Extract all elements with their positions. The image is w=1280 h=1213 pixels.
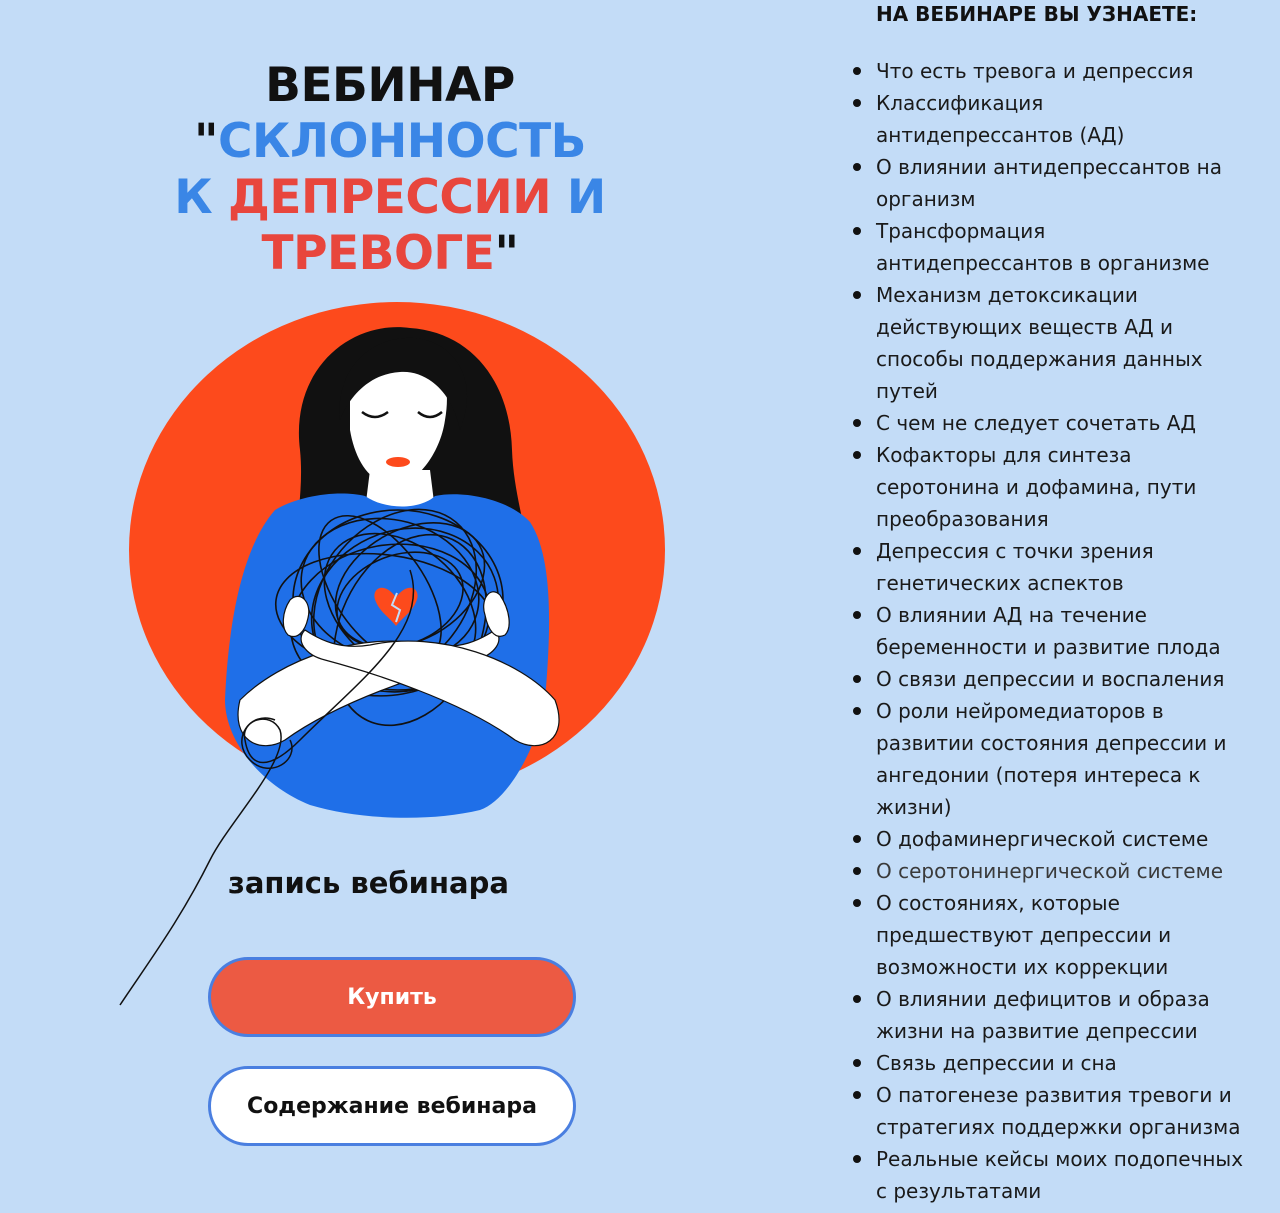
webinar-title [130,58,650,282]
list-item: О влиянии дефицитов и образа жизни на развитие депрессии [876,983,1246,1047]
lips [386,457,410,467]
list-item: О патогенезе развития тревоги и стратегиях поддержки организма [876,1079,1246,1143]
list-item: Механизм детоксикации действующих веществ АД и способы поддержания данных путей [876,279,1246,407]
title-line-2: "СКЛОННОСТЬ [194,114,586,169]
title-line-4: ТРЕВОГЕ" [261,226,519,281]
list-item: Кофакторы для синтеза серотонина и дофамина, пути преобразования [876,439,1246,535]
list-item: О роли нейромедиаторов в развитии состояния депрессии и ангедонии (потеря интереса к жизни) [876,695,1246,823]
list-item: Связь депрессии и сна [876,1047,1246,1079]
list-item: Трансформация антидепрессантов в организме [876,215,1246,279]
list-item: О дофаминергической системе [876,823,1246,855]
list-item: Реальные кейсы моих подопечных с результатами [876,1143,1246,1207]
title-line-3: К ДЕПРЕССИИ И [174,170,606,225]
list-item: О серотонинергической системе [876,855,1246,887]
list-item: Что есть тревога и депрессия [876,55,1246,87]
webinar-content-button[interactable]: Содержание вебинара [208,1066,576,1146]
list-item: О влиянии антидепрессантов на организм [876,151,1246,215]
woman-hugging-tangle-illustration [100,300,700,1020]
title-line-1: ВЕБИНАР [265,58,515,113]
list-item: Депрессия с точки зрения генетических аспектов [876,535,1246,599]
list-item: О влиянии АД на течение беременности и развитие плода [876,599,1246,663]
list-item: О состояниях, которые предшествуют депрессии и возможности их коррекции [876,887,1246,983]
topics-list [876,55,1246,1207]
buy-button[interactable]: Купить [208,957,576,1037]
list-item: Классификация антидепрессантов (АД) [876,87,1246,151]
list-item: С чем не следует сочетать АД [876,407,1246,439]
list-item: О связи депрессии и воспаления [876,663,1246,695]
recording-subtitle: запись вебинара [228,866,509,900]
topics-heading: НА ВЕБИНАРЕ ВЫ УЗНАЕТЕ: [876,2,1198,26]
